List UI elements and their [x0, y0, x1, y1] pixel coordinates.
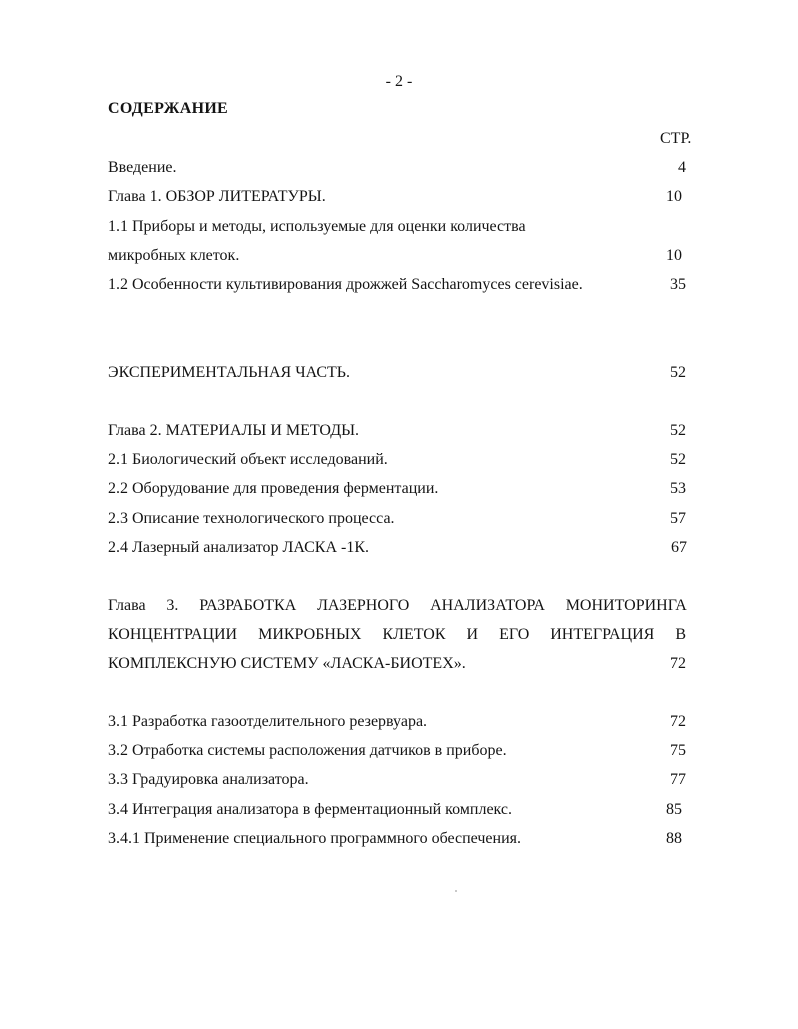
toc-entry-section-1-1: [108, 218, 686, 240]
toc-entry-title: микробных клеток.: [108, 247, 240, 264]
toc-entry-chapter-3-line-1: [108, 597, 686, 615]
toc-entry-chapter-3-line-2: [108, 626, 686, 644]
toc-entry-title: 2.4 Лазерный анализатор ЛАСКА -1К.: [108, 539, 369, 556]
toc-entry-page: 67: [671, 539, 687, 556]
toc-entry-title: КОНЦЕНТРАЦИИ МИКРОБНЫХ КЛЕТОК И ЕГО ИНТЕГРАЦИЯ В: [108, 626, 686, 643]
toc-entry-section-3-4-1: [108, 830, 686, 852]
toc-entry-page: 52: [670, 422, 686, 439]
toc-entry-title: 3.1 Разработка газоотделительного резервуара.: [108, 713, 428, 730]
scan-artifact: [455, 890, 457, 892]
toc-entry-chapter-3-line-3: [108, 655, 686, 677]
toc-entry-experimental-part: [108, 364, 686, 386]
toc-entry-title: КОМПЛЕКСНУЮ СИСТЕМУ «ЛАСКА-БИОТЕХ».: [108, 655, 466, 672]
page-column-label: СТР.: [660, 130, 692, 147]
toc-entry-page: 72: [670, 655, 686, 672]
toc-entry-section-3-3: [108, 771, 686, 793]
toc-entry-page: 4: [678, 159, 686, 176]
toc-entry-section-2-4: [108, 539, 686, 561]
toc-entry-title: 2.1 Биологический объект исследований.: [108, 451, 388, 468]
toc-entry-title: Глава 3. РАЗРАБОТКА ЛАЗЕРНОГО АНАЛИЗАТОРА МОНИТОРИНГА: [108, 597, 687, 614]
toc-entry-title: ЭКСПЕРИМЕНТАЛЬНАЯ ЧАСТЬ.: [108, 364, 350, 381]
toc-entry-title: 1.1 Приборы и методы, используемые для оценки количества: [108, 218, 526, 235]
contents-heading: СОДЕРЖАНИЕ: [108, 100, 229, 117]
toc-entry-page: 52: [670, 364, 686, 381]
toc-entry-title: Глава 2. МАТЕРИАЛЫ И МЕТОДЫ.: [108, 422, 360, 439]
toc-entry-chapter-2: [108, 422, 686, 444]
toc-entry-title: Введение.: [108, 159, 177, 176]
toc-entry-title: 3.3 Градуировка анализатора.: [108, 771, 309, 788]
toc-entry-page: 85: [666, 801, 682, 818]
toc-entry-page: 52: [670, 451, 686, 468]
toc-entry-page: 35: [670, 276, 686, 293]
toc-entry-page: 53: [670, 480, 686, 497]
page-number: - 2 -: [385, 73, 413, 90]
toc-entry-page: 88: [666, 830, 682, 847]
toc-entry-section-2-1: [108, 451, 686, 473]
toc-entry-title: 3.2 Отработка системы расположения датчиков в приборе.: [108, 742, 507, 759]
toc-entry-title: 3.4.1 Применение специального программного обеспечения.: [108, 830, 522, 847]
toc-entry-title: 2.3 Описание технологического процесса.: [108, 510, 395, 527]
toc-entry-section-1-2: [108, 276, 686, 298]
toc-entry-page: 10: [666, 247, 682, 264]
toc-entry-chapter-1: [108, 188, 686, 210]
toc-entry-section-3-2: [108, 742, 686, 764]
toc-entry-introduction: [108, 159, 686, 181]
toc-entry-page: 75: [670, 742, 686, 759]
toc-entry-section-3-4: [108, 801, 686, 823]
toc-entry-page: 72: [670, 713, 686, 730]
toc-entry-page: 77: [670, 771, 686, 788]
toc-entry-section-2-3: [108, 510, 686, 532]
toc-entry-section-1-1-cont: [108, 247, 686, 269]
toc-entry-section-3-1: [108, 713, 686, 735]
toc-entry-title: 1.2 Особенности культивирования дрожжей Saccharomyces cerevisiae.: [108, 276, 583, 293]
toc-entry-title: 3.4 Интеграция анализатора в ферментационный комплекс.: [108, 801, 513, 818]
toc-entry-page: 10: [666, 188, 682, 205]
toc-entry-title: 2.2 Оборудование для проведения ферментации.: [108, 480, 439, 497]
toc-entry-title: Глава 1. ОБЗОР ЛИТЕРАТУРЫ.: [108, 188, 326, 205]
toc-entry-page: 57: [670, 510, 686, 527]
toc-entry-section-2-2: [108, 480, 686, 502]
